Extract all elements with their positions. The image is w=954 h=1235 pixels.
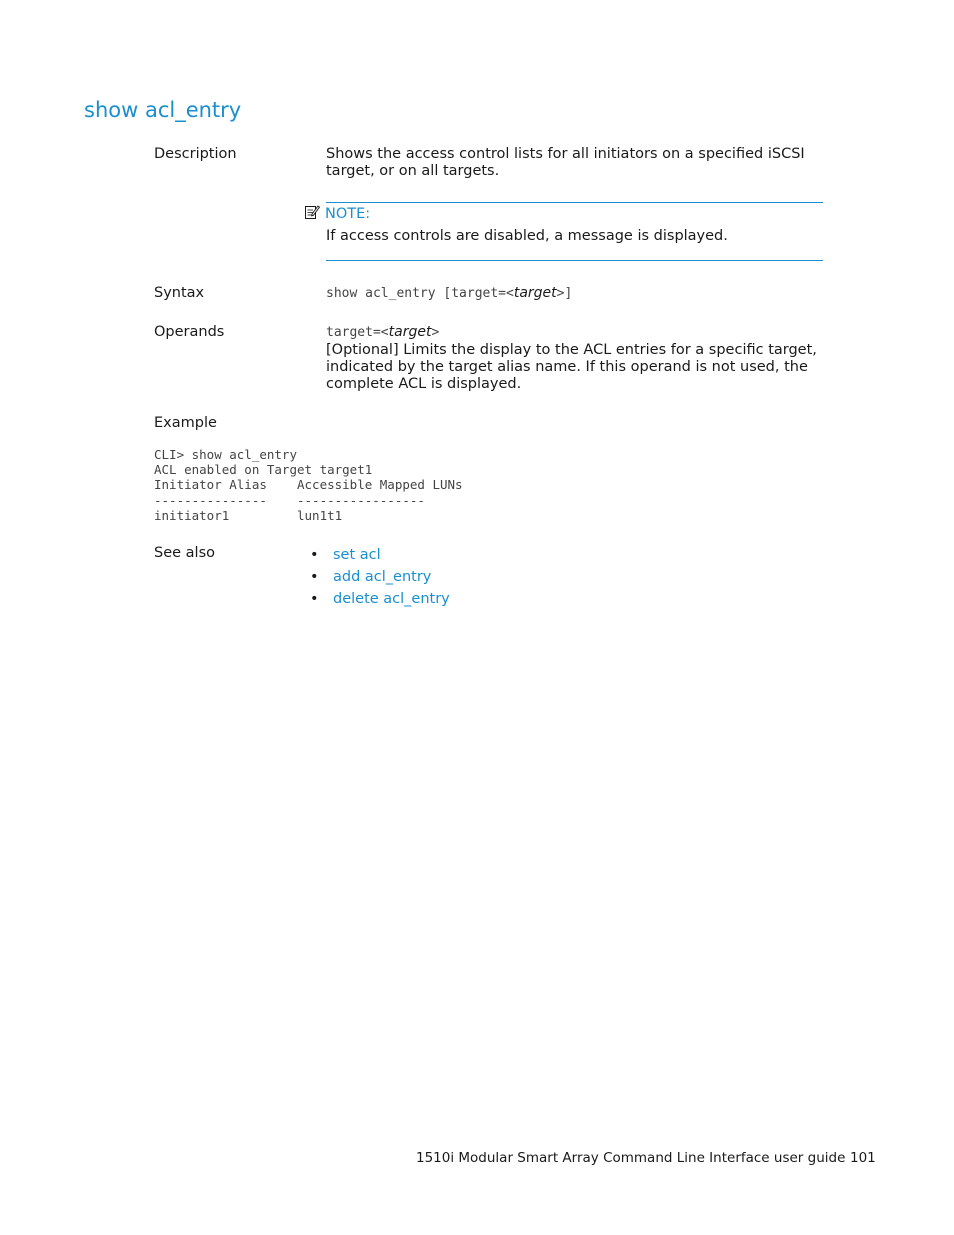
code-line: ACL enabled on Target target1 [154,462,373,478]
syntax-code-prefix: show acl_entry [target=< [326,286,514,301]
description-label: Description [154,146,237,162]
code-line: --------------- ----------------- [154,492,425,508]
note-text: If access controls are disabled, a message is displayed. [326,228,728,244]
see-also-label: See also [154,545,215,561]
bullet-icon: • [310,547,319,563]
operand-name [326,324,836,341]
operand-description: [Optional] Limits the display to the ACL entries for a specific target, indicated by the target alias name. If this operand is not used, the complete ACL is displayed. [326,342,817,392]
note-bottom-rule [326,260,823,261]
footer-guide-title: 1510i Modular Smart Array Command Line Interface user guide [416,1150,846,1166]
code-line: CLI> show acl_entry [154,447,297,462]
note-header [304,204,370,224]
see-also-list [310,544,450,610]
operand-code-suffix: > [431,325,440,340]
link-add-acl-entry[interactable]: add acl_entry [333,569,432,585]
note-label: NOTE: [325,206,371,222]
note-icon [304,204,320,224]
syntax-label: Syntax [154,285,205,301]
code-line: initiator1 lun1t1 [154,507,343,523]
list-item [310,588,450,610]
operand-code-placeholder: target [388,324,432,340]
page-title: show acl_entry [84,98,242,122]
note-top-rule [326,202,823,203]
link-delete-acl-entry[interactable]: delete acl_entry [333,591,450,607]
syntax-code-placeholder: target [513,285,557,301]
example-code-block [154,447,463,523]
page-number: 101 [850,1150,876,1166]
list-item [310,566,450,588]
code-line: Initiator Alias Accessible Mapped LUNs [154,477,463,493]
bullet-icon: • [310,569,319,585]
syntax-command [326,285,836,302]
description-text: Shows the access control lists for all initiators on a specified iSCSI target, or on all targets. [326,146,805,179]
operand-code-prefix: target=< [326,325,389,340]
list-item [310,544,450,566]
operands-label: Operands [154,324,225,340]
example-label: Example [154,415,217,431]
syntax-code-suffix: >] [556,286,573,301]
link-set-acl[interactable]: set acl [333,547,381,563]
bullet-icon: • [310,591,319,607]
